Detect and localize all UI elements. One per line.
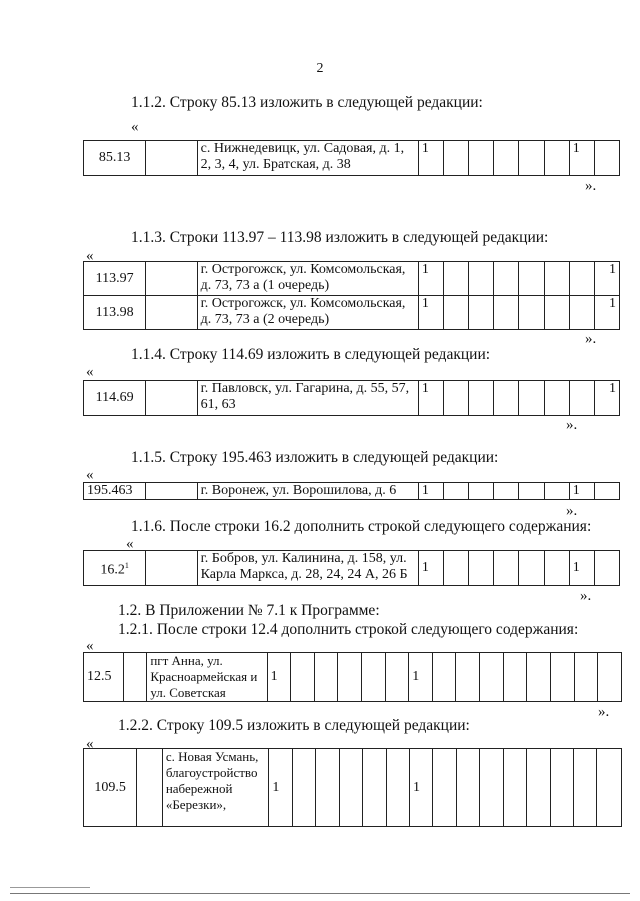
close-quote: ».: [585, 178, 597, 194]
value-cell: 1: [594, 381, 619, 416]
row-address: г. Острогожск, ул. Комсомольская, д. 73, 73 а (1 очередь): [197, 262, 418, 296]
table-85-13: [83, 140, 620, 176]
section-heading-1-2: 1.2. В Приложении № 7.1 к Программе:: [118, 602, 380, 619]
row-number: 114.69: [84, 381, 146, 416]
row-number: 12.5: [84, 653, 124, 702]
row-number: 85.13: [84, 141, 146, 176]
open-quote: «: [86, 736, 94, 752]
value-cell: 1: [269, 749, 292, 827]
open-quote: «: [86, 638, 94, 654]
row-number: 113.97: [84, 262, 146, 296]
footer-rule: [10, 893, 630, 894]
row-number: 109.5: [84, 749, 137, 827]
close-quote: ».: [566, 417, 578, 433]
value-cell: 1: [418, 381, 443, 416]
row-address: г. Острогожск, ул. Комсомольская, д. 73, 73 а (2 очередь): [197, 296, 418, 330]
open-quote: «: [86, 364, 94, 380]
table-114-69: [83, 380, 620, 416]
row-number: 113.98: [84, 296, 146, 330]
value-cell: 1: [418, 483, 443, 500]
open-quote: «: [126, 536, 134, 552]
table-row: [84, 381, 620, 416]
value-cell: 1: [594, 262, 619, 296]
value-cell: 1: [418, 551, 443, 586]
section-heading-1-1-2: 1.1.2. Строку 85.13 изложить в следующей редакции:: [131, 94, 483, 111]
footer-short-rule: [10, 887, 90, 888]
close-quote: ».: [580, 588, 592, 604]
value-cell: 1: [569, 483, 594, 500]
close-quote: ».: [566, 503, 578, 519]
section-heading-1-2-1: 1.2.1. После строки 12.4 дополнить строкой следующего содержания:: [118, 621, 579, 638]
row-address: пгт Анна, ул. Красноармейская и ул. Советская: [147, 653, 267, 702]
table-109-5: [83, 748, 622, 827]
value-cell: 1: [569, 551, 594, 586]
section-heading-1-1-4: 1.1.4. Строку 114.69 изложить в следующей редакции:: [131, 346, 491, 363]
table-row: [84, 262, 620, 296]
close-quote: ».: [585, 331, 597, 347]
table-195-463: [83, 482, 620, 500]
row-address: с. Нижнедевицк, ул. Садовая, д. 1, 2, 3, 4, ул. Братская, д. 38: [197, 141, 418, 176]
section-heading-1-1-6: 1.1.6. После строки 16.2 дополнить строкой следующего содержания:: [131, 518, 592, 535]
section-heading-1-1-3: 1.1.3. Строки 113.97 – 113.98 изложить в следующей редакции:: [131, 229, 549, 246]
open-quote: «: [131, 119, 139, 135]
value-cell: 1: [594, 296, 619, 330]
value-cell: 1: [418, 141, 443, 176]
table-row: [84, 483, 620, 500]
empty-cell: [146, 141, 197, 176]
open-quote: «: [86, 467, 94, 483]
row-address: с. Новая Усмань, благоустройство набережной «Березки»,: [162, 749, 269, 827]
table-row: [84, 653, 622, 702]
table-row: [84, 749, 622, 827]
row-address: г. Павловск, ул. Гагарина, д. 55, 57, 61, 63: [197, 381, 418, 416]
value-cell: 1: [418, 296, 443, 330]
value-cell: 1: [418, 262, 443, 296]
section-heading-1-2-2: 1.2.2. Строку 109.5 изложить в следующей редакции:: [118, 717, 470, 734]
value-cell: 1: [409, 749, 432, 827]
table-row: [84, 551, 620, 586]
section-heading-1-1-5: 1.1.5. Строку 195.463 изложить в следующей редакции:: [131, 449, 499, 466]
table-12-5: [83, 652, 622, 702]
value-cell: 1: [569, 141, 594, 176]
table-16-2-1: [83, 550, 620, 586]
open-quote: «: [86, 248, 94, 264]
close-quote: ».: [598, 704, 610, 720]
value-cell: 1: [267, 653, 291, 702]
row-number-superscript: 1: [124, 560, 129, 570]
row-number: 16.2$^1$: [84, 551, 146, 586]
table-row: [84, 296, 620, 330]
row-number: 195.463: [84, 483, 146, 500]
page-number: 2: [316, 61, 324, 76]
table-113-97: [83, 261, 620, 330]
row-address: г. Бобров, ул. Калинина, д. 158, ул. Карла Маркса, д. 28, 24, 24 А, 26 Б: [197, 551, 418, 586]
table-row: [84, 141, 620, 176]
row-address: г. Воронеж, ул. Ворошилова, д. 6: [197, 483, 418, 500]
value-cell: 1: [409, 653, 433, 702]
